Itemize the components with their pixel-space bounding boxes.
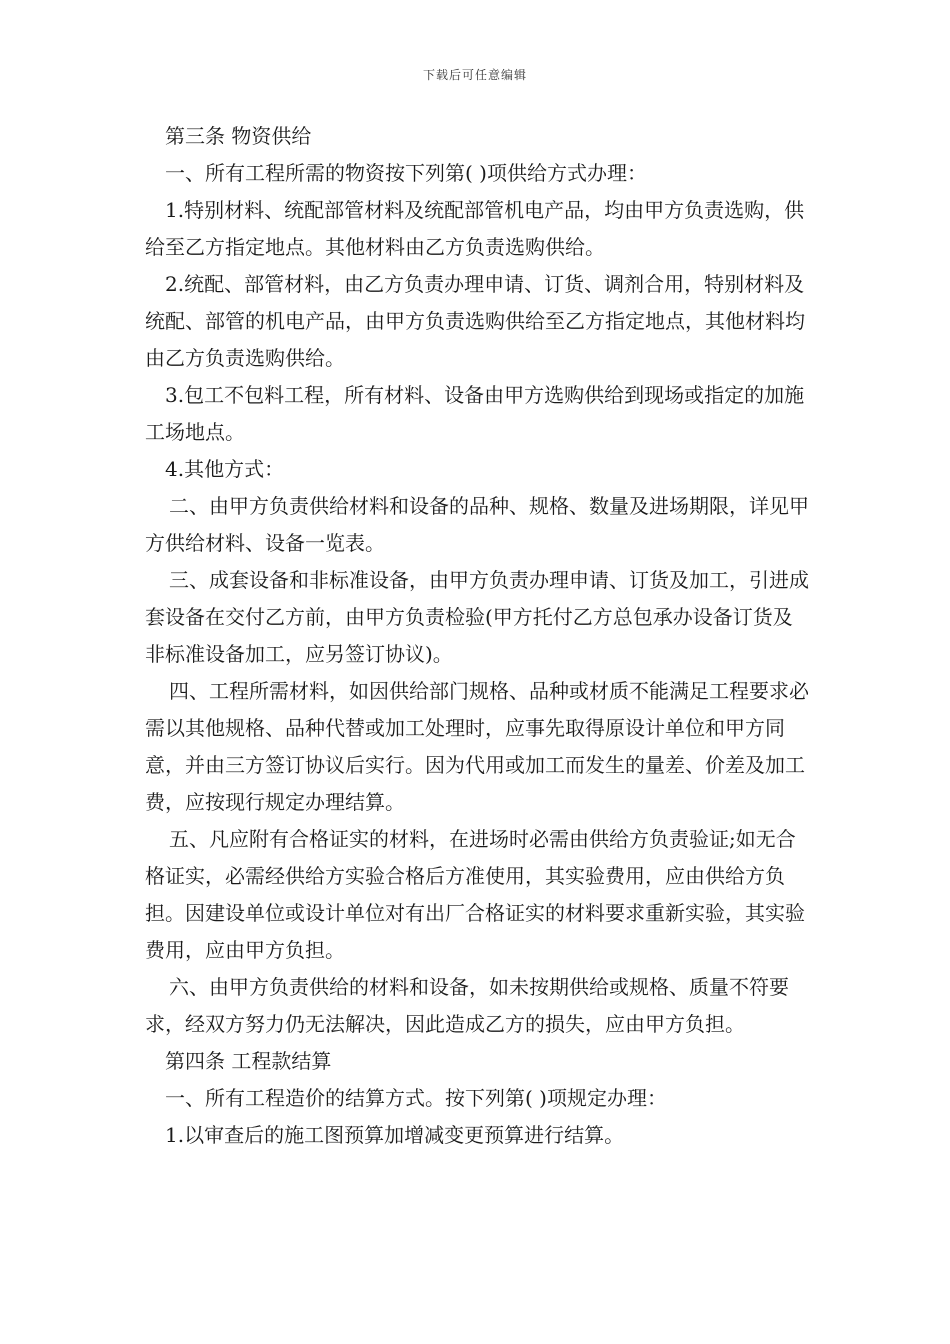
paragraph: 一、所有工程造价的结算方式。按下列第( )项规定办理： — [165, 1086, 667, 1110]
section-heading-article-4: 第四条 工程款结算 — [165, 1049, 332, 1073]
paragraph: 1.特别材料、统配部管材料及统配部管机电产品，均由甲方负责选购，供给至乙方指定地点。其他材料由乙方负责选购供给。 — [145, 198, 805, 259]
paragraph: 六、由甲方负责供给的材料和设备，如未按期供给或规格、质量不符要求，经双方努力仍无法解决，因此造成乙方的损失，应由甲方负担。 — [145, 975, 789, 1036]
paragraph: 五、凡应附有合格证实的材料，在进场时必需由供给方负责验证;如无合格证实，必需经供给方实验合格后方准使用，其实验费用，应由供给方负担。因建设单位或设计单位对有出厂合格证实的材料要求重新实验，其实验费用，应由甲方负担。 — [145, 827, 805, 962]
paragraph: 二、由甲方负责供给材料和设备的品种、规格、数量及进场期限，详见甲方供给材料、设备一览表。 — [145, 494, 809, 555]
header-note: 下载后可任意编辑 — [422, 68, 527, 82]
paragraph: 四、工程所需材料，如因供给部门规格、品种或材质不能满足工程要求必需以其他规格、品种代替或加工处理时，应事先取得原设计单位和甲方同意，并由三方签订协议后实行。因为代用或加工而发生的量差、价差及加工费，应按现行规定办理结算。 — [145, 679, 809, 814]
paragraph: 4.其他方式： — [165, 457, 285, 481]
paragraph: 2.统配、部管材料，由乙方负责办理申请、订货、调剂合用，特别材料及统配、部管的机电产品，由甲方负责选购供给至乙方指定地点，其他材料均由乙方负责选购供给。 — [145, 272, 805, 370]
document-body — [145, 118, 810, 1154]
paragraph: 一、所有工程所需的物资按下列第( )项供给方式办理： — [165, 161, 647, 185]
paragraph: 1.以审查后的施工图预算加增减变更预算进行结算。 — [165, 1123, 625, 1147]
paragraph: 三、成套设备和非标准设备，由甲方负责办理申请、订货及加工，引进成套设备在交付乙方前，由甲方负责检验(甲方托付乙方总包承办设备订货及非标准设备加工，应另签订协议)。 — [145, 568, 809, 666]
paragraph: 3.包工不包料工程，所有材料、设备由甲方选购供给到现场或指定的加施工场地点。 — [145, 383, 805, 444]
section-heading-article-3: 第三条 物资供给 — [165, 124, 312, 148]
